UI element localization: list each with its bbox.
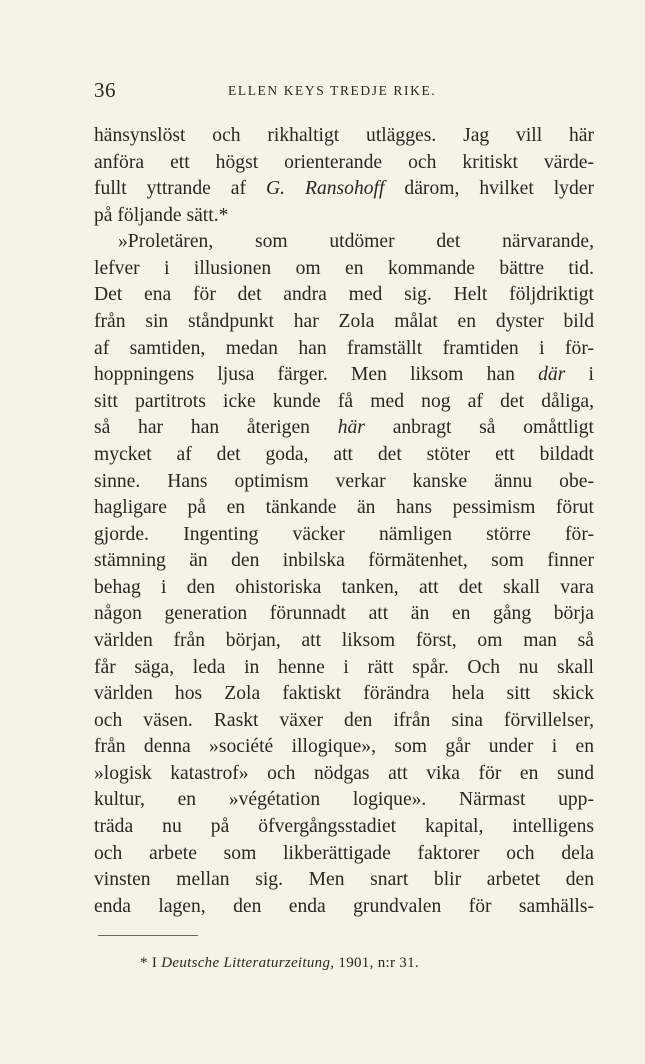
- text-run: hoppningens ljusa färger. Men liksom han: [94, 364, 515, 386]
- footnote-title-italic: Deutsche Litteraturzeitung,: [161, 955, 335, 971]
- text-line: [94, 415, 594, 442]
- text-line: vinsten mellan sig. Men snart blir arbetet den: [94, 869, 594, 891]
- text-line: [94, 176, 594, 203]
- text-line: behag i den ohistoriska tanken, att det skall vara: [94, 576, 594, 598]
- text-line: sinne. Hans optimism verkar kanske ännu obe-: [94, 470, 594, 492]
- text-run: anbragt så omåttligt: [392, 417, 594, 439]
- text-line: sitt partitrots icke kunde få med nog af det dåliga,: [94, 390, 594, 412]
- text-line: »logisk katastrof» och nödgas att vika för en sund: [94, 762, 594, 784]
- emphasis-italic: här: [337, 417, 365, 439]
- text-line: och arbete som likberättigade faktorer och dela: [94, 842, 594, 864]
- text-line: »Proletären, som utdömer det närvarande,: [118, 231, 594, 253]
- text-line: hagligare på en tänkande än hans pessimism förut: [94, 497, 594, 519]
- text-line: träda nu på öfvergångsstadiet kapital, intelligens: [94, 816, 594, 838]
- text-line: och väsen. Raskt växer den ifrån sina förvillelser,: [94, 709, 594, 731]
- text-line: gjorde. Ingenting väcker nämligen större för-: [94, 523, 594, 545]
- text-line: får säga, leda in henne i rätt spår. Och nu skall: [94, 656, 594, 678]
- text-line: enda lagen, den enda grundvalen för samhälls-: [94, 895, 594, 917]
- footnote-pre: I: [151, 955, 158, 971]
- text-run: därom, hvilket lyder: [404, 178, 594, 200]
- page-header: [94, 78, 594, 106]
- body-text: [94, 123, 594, 920]
- text-line: på följande sätt.*: [94, 204, 229, 226]
- text-run: fullt yttrande af: [94, 178, 246, 200]
- page-number: 36: [94, 78, 116, 102]
- text-line: [94, 362, 594, 389]
- text-line: Det ena för det andra med sig. Helt följdriktigt: [94, 284, 594, 306]
- footnote: [140, 955, 419, 972]
- text-run: i: [588, 364, 594, 386]
- running-head: ELLEN KEYS TREDJE RIKE.: [228, 83, 437, 98]
- text-line: världen från början, att liksom först, om man så: [94, 629, 594, 651]
- text-run: så har han återigen: [94, 417, 310, 439]
- emphasis-italic: där: [538, 364, 566, 386]
- footnote-rule: [98, 935, 198, 936]
- text-line: lefver i illusionen om en kommande bättre tid.: [94, 257, 594, 279]
- text-line: af samtiden, medan han framställt framtiden i för-: [94, 337, 594, 359]
- text-line: från denna »société illogique», som går under i en: [94, 736, 594, 758]
- text-line: kultur, en »végétation logique». Närmast upp-: [94, 789, 594, 811]
- author-name-italic: G. Ransohoff: [265, 178, 385, 200]
- text-line: mycket af det goda, att det stöter ett bildadt: [94, 443, 594, 465]
- text-line: någon generation förunnadt att än en gång börja: [94, 603, 594, 625]
- text-line: från sin ståndpunkt har Zola målat en dyster bild: [94, 311, 594, 333]
- text-line: hänsynslöst och rikhaltigt utlägges. Jag vill här: [94, 125, 594, 146]
- text-line: anföra ett högst orienterande och kritiskt värde-: [94, 151, 594, 173]
- text-line: stämning än den inbilska förmätenhet, som finner: [94, 550, 594, 572]
- footnote-marker: *: [140, 955, 148, 971]
- footnote-post: 1901, n:r 31.: [338, 955, 419, 971]
- text-line: världen hos Zola faktiskt förändra hela sitt skick: [94, 683, 594, 705]
